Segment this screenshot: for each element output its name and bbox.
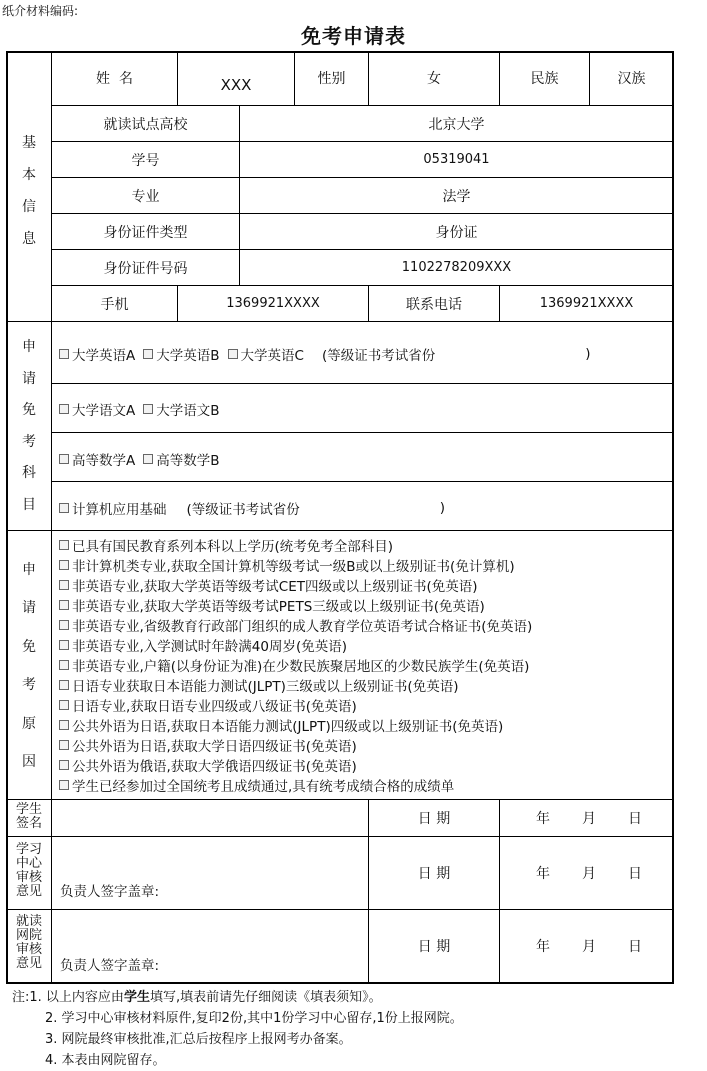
reason-item <box>59 735 357 755</box>
checkbox[interactable] <box>59 780 69 790</box>
section-char: 申 <box>22 561 36 578</box>
subject-option: 大学英语C <box>240 348 304 364</box>
exam-province-label: (等级证书考试省份 <box>186 502 300 518</box>
reason-item <box>59 695 357 715</box>
center-responsible-signature-label: 负责人签字盖章: <box>60 884 160 900</box>
student-id-label: 学号 <box>131 152 160 169</box>
id-type-label: 身份证件类型 <box>103 224 188 241</box>
school-value[interactable]: 北京大学 <box>428 116 485 133</box>
checkbox[interactable] <box>143 454 153 464</box>
ethnicity-label: 民族 <box>530 71 559 87</box>
subject-option: 大学语文A <box>72 403 136 419</box>
checkbox[interactable] <box>59 680 69 690</box>
name-value[interactable]: XXX <box>220 76 252 94</box>
section-char: 申 <box>22 339 36 356</box>
id-number-label: 身份证件号码 <box>103 260 188 277</box>
subject-option: 大学英语A <box>72 348 136 364</box>
reason-text: 日语专业获取日本语能力测试(JLPT)三级或以上级别证书(免英语) <box>72 679 459 695</box>
reason-text: 非英语专业,获取大学英语等级考试CET四级或以上级别证书(免英语) <box>72 579 478 595</box>
reason-text: 非英语专业,户籍(以身份证为准)在少数民族聚居地区的少数民族学生(免英语) <box>72 659 530 675</box>
note-2: 2. 学习中心审核材料原件,复印2份,其中1份学习中心留存,1份上报网院。 <box>45 1011 463 1026</box>
school-review-label <box>8 915 50 971</box>
reason-item <box>59 675 458 695</box>
paren-close: ) <box>585 346 591 362</box>
reason-item <box>59 555 515 575</box>
date-label: 日 期 <box>417 811 451 827</box>
date-field[interactable] <box>500 910 673 982</box>
date-field[interactable] <box>500 837 673 909</box>
month-label: 月 <box>582 811 596 827</box>
checkbox[interactable] <box>59 503 69 513</box>
section-char: 免 <box>22 402 36 419</box>
reason-text: 非英语专业,入学测试时年龄满40周岁(免英语) <box>72 639 348 655</box>
reason-text: 非英语专业,省级教育行政部门组织的成人教育学位英语考试合格证书(免英语) <box>72 619 533 635</box>
checkbox[interactable] <box>59 404 69 414</box>
phone-label: 联系电话 <box>406 296 462 313</box>
date-field[interactable] <box>500 800 673 836</box>
gender-label: 性别 <box>317 71 346 87</box>
mobile-label: 手机 <box>100 296 129 313</box>
reason-text: 公共外语为俄语,获取大学俄语四级证书(免英语) <box>72 759 357 775</box>
label-line: 中心 <box>15 856 42 871</box>
reason-text: 非英语专业,获取大学英语等级考试PETS三级或以上级别证书(免英语) <box>72 599 485 615</box>
paren-close: ) <box>439 500 446 516</box>
section-char: 基 <box>22 135 36 151</box>
checkbox[interactable] <box>59 540 69 550</box>
checkbox[interactable] <box>59 600 69 610</box>
reason-text: 公共外语为日语,获取日本语能力测试(JLPT)四级或以上级别证书(免英语) <box>72 719 504 735</box>
checkbox[interactable] <box>228 349 238 359</box>
reason-item <box>59 655 529 675</box>
note-text: 1. 以上内容应由 <box>29 990 124 1005</box>
major-value[interactable]: 法学 <box>442 188 471 205</box>
mobile-value[interactable]: 1369921XXXX <box>226 296 320 311</box>
label-line: 意见 <box>15 884 42 899</box>
section-char: 科 <box>22 465 36 482</box>
reason-text: 日语专业,获取日语专业四级或八级证书(免英语) <box>72 699 357 715</box>
reasons-section-label <box>8 540 50 790</box>
subjects-section-label <box>8 325 50 525</box>
student-id-value[interactable]: 05319041 <box>423 152 490 167</box>
subject-row-math <box>59 449 220 469</box>
year-label: 年 <box>536 811 550 827</box>
section-char: 本 <box>22 167 36 183</box>
checkbox[interactable] <box>59 740 69 750</box>
note-4: 4. 本表由网院留存。 <box>45 1053 166 1068</box>
section-char: 考 <box>22 677 36 694</box>
note-3: 3. 网院最终审核批准,汇总后按程序上报网考办备案。 <box>45 1032 352 1047</box>
section-char: 目 <box>22 496 36 513</box>
subject-option: 高等数学A <box>72 453 136 469</box>
section-char: 考 <box>22 433 36 450</box>
month-label: 月 <box>582 866 596 882</box>
reason-item <box>59 615 532 635</box>
form-title: 免考申请表 <box>301 24 406 48</box>
checkbox[interactable] <box>143 349 153 359</box>
school-label: 就读试点高校 <box>103 116 188 133</box>
checkbox[interactable] <box>59 760 69 770</box>
reason-item <box>59 715 503 735</box>
reason-text: 公共外语为日语,获取大学日语四级证书(免英语) <box>72 739 357 755</box>
section-char: 息 <box>22 231 36 247</box>
center-review-label <box>8 843 50 899</box>
basic-info-section-label <box>8 120 50 260</box>
label-line: 签名 <box>15 816 42 831</box>
date-label: 日 期 <box>417 866 451 882</box>
year-label: 年 <box>536 866 550 882</box>
school-responsible-signature-label: 负责人签字盖章: <box>60 958 160 974</box>
checkbox[interactable] <box>59 580 69 590</box>
label-line: 网院 <box>15 928 42 943</box>
section-char: 信 <box>22 199 36 215</box>
checkbox[interactable] <box>59 620 69 630</box>
checkbox[interactable] <box>59 720 69 730</box>
checkbox[interactable] <box>59 660 69 670</box>
section-char: 免 <box>22 638 36 655</box>
reason-text: 学生已经参加过全国统考且成绩通过,具有统考成绩合格的成绩单 <box>72 779 455 795</box>
subject-row-chinese <box>59 399 220 419</box>
label-line: 审核 <box>15 942 42 957</box>
reason-item <box>59 535 393 555</box>
checkbox[interactable] <box>143 404 153 414</box>
checkbox[interactable] <box>59 349 69 359</box>
gender-value[interactable]: 女 <box>427 71 441 87</box>
subject-row-english <box>59 344 591 364</box>
reason-item <box>59 775 454 795</box>
label-line: 学生 <box>15 802 42 817</box>
reason-text: 非计算机类专业,获取全国计算机等级考试一级B或以上级别证书(免计算机) <box>72 559 515 575</box>
exam-province-label: (等级证书考试省份 <box>321 348 436 364</box>
day-label: 日 <box>628 939 642 955</box>
checkbox[interactable] <box>59 560 69 570</box>
day-label: 日 <box>628 866 642 882</box>
section-char: 原 <box>22 715 36 732</box>
day-label: 日 <box>628 811 642 827</box>
ethnicity-value[interactable]: 汉族 <box>617 71 646 87</box>
note-prefix: 注: <box>12 990 30 1005</box>
checkbox[interactable] <box>59 700 69 710</box>
reason-text: 已具有国民教育系列本科以上学历(统考免考全部科目) <box>72 539 394 555</box>
phone-value[interactable]: 1369921XXXX <box>539 296 634 311</box>
name-label: 姓 名 <box>96 71 133 87</box>
year-label: 年 <box>536 939 550 955</box>
section-char: 请 <box>22 370 36 387</box>
subject-option: 计算机应用基础 <box>72 502 167 518</box>
student-signature-label <box>8 803 50 831</box>
checkbox[interactable] <box>59 640 69 650</box>
major-label: 专业 <box>131 188 160 205</box>
label-line: 就读 <box>15 914 42 929</box>
label-line: 审核 <box>15 870 42 885</box>
section-char: 因 <box>22 754 36 771</box>
note-emphasis: 学生 <box>123 990 150 1005</box>
reason-item <box>59 635 347 655</box>
month-label: 月 <box>582 939 596 955</box>
id-type-value[interactable]: 身份证 <box>435 224 478 241</box>
reason-item <box>59 595 485 615</box>
id-number-value[interactable]: 1102278209XXX <box>401 260 512 275</box>
note-text: 填写,填表前请先仔细阅读《填表须知》。 <box>149 990 382 1005</box>
label-line: 意见 <box>15 956 42 971</box>
note-1 <box>12 987 463 1008</box>
section-char: 请 <box>22 600 36 617</box>
subject-row-computer <box>59 498 445 518</box>
material-code-label: 纸介材料编码: <box>2 4 79 18</box>
checkbox[interactable] <box>59 454 69 464</box>
date-label: 日 期 <box>417 939 451 955</box>
notes <box>12 987 463 1071</box>
subject-option: 大学语文B <box>156 403 220 419</box>
label-line: 学习 <box>15 842 42 857</box>
student-signature-field[interactable] <box>52 800 368 836</box>
reason-item <box>59 575 478 595</box>
subject-option: 高等数学B <box>156 453 220 469</box>
reason-item <box>59 755 357 775</box>
subject-option: 大学英语B <box>156 348 220 364</box>
